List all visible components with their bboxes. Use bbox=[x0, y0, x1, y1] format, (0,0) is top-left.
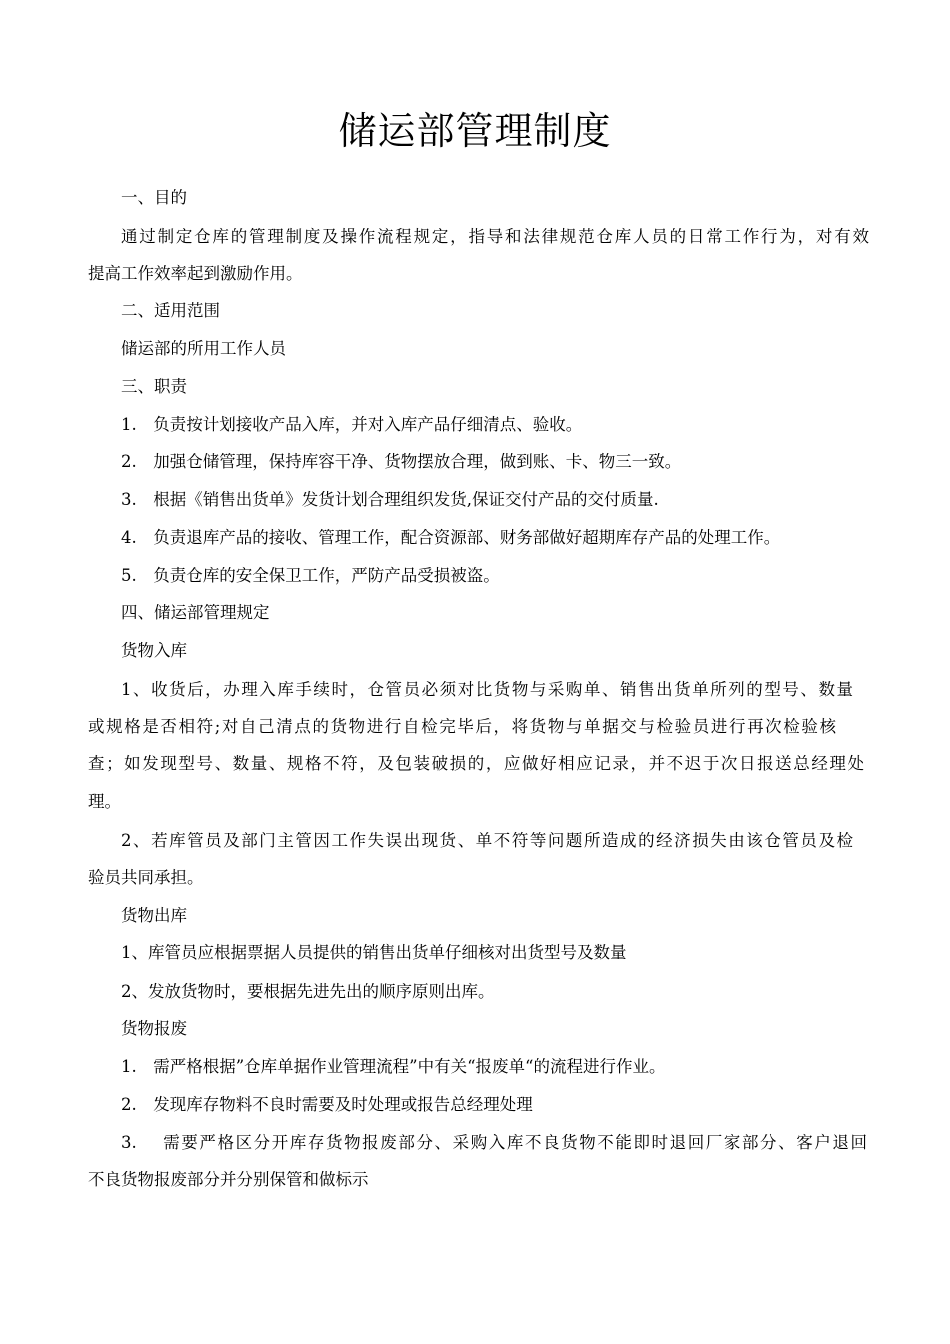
section-heading-duties: 三、职责 bbox=[121, 377, 187, 396]
list-item: 1. 需严格根据”仓库单据作业管理流程”中有关“报废单“的流程进行作业。 bbox=[121, 1057, 666, 1076]
paragraph-line: 2、若库管员及部门主管因工作失误出现货、单不符等问题所造成的经济损失由该仓管员及检 bbox=[121, 831, 853, 850]
list-item: 3. 根据《销售出货单》发货计划合理组织发货,保证交付产品的交付质量. bbox=[121, 490, 659, 509]
section-heading-rules: 四、储运部管理规定 bbox=[121, 603, 270, 622]
section-heading-purpose: 一、目的 bbox=[121, 188, 187, 207]
paragraph-line: 理。 bbox=[88, 792, 121, 811]
subsection-heading-inbound: 货物入库 bbox=[121, 641, 187, 660]
paragraph-line: 或规格是否相符;对自己清点的货物进行自检完毕后，将货物与单据交与检验员进行再次检验核 bbox=[88, 717, 836, 736]
list-item: 2. 加强仓储管理，保持库容干净、货物摆放合理，做到账、卡、物三一致。 bbox=[121, 452, 682, 471]
section-heading-scope: 二、适用范围 bbox=[121, 301, 220, 320]
subsection-heading-scrap: 货物报废 bbox=[121, 1019, 187, 1038]
list-item: 3. 需要严格区分开库存货物报废部分、采购入库不良货物不能即时退回厂家部分、客户退回 bbox=[121, 1133, 867, 1152]
list-item: 4. 负责退库产品的接收、管理工作，配合资源部、财务部做好超期库存产品的处理工作。 bbox=[121, 528, 781, 547]
list-item: 1. 负责按计划接收产品入库，并对入库产品仔细清点、验收。 bbox=[121, 415, 583, 434]
list-item: 2. 发现库存物料不良时需要及时处理或报告总经理处理 bbox=[121, 1095, 533, 1114]
paragraph-line: 验员共同承担。 bbox=[88, 868, 204, 887]
paragraph-line: 查；如发现型号、数量、规格不符，及包装破损的，应做好相应记录，并不迟于次日报送总经理处 bbox=[88, 754, 864, 773]
list-item: 5. 负责仓库的安全保卫工作，严防产品受损被盗。 bbox=[121, 566, 500, 585]
paragraph-line: 提高工作效率起到激励作用。 bbox=[88, 264, 303, 283]
paragraph-line: 不良货物报废部分并分别保管和做标示 bbox=[88, 1170, 369, 1189]
paragraph-line: 通过制定仓库的管理制度及操作流程规定，指导和法律规范仓库人员的日常工作行为，对有效 bbox=[121, 227, 869, 246]
paragraph-line: 1、收货后，办理入库手续时，仓管员必须对比货物与采购单、销售出货单所列的型号、数量 bbox=[121, 680, 853, 699]
document-title: 储运部管理制度 bbox=[338, 109, 612, 153]
paragraph-line: 2、发放货物时，要根据先进先出的顺序原则出库。 bbox=[121, 982, 495, 1001]
subsection-heading-outbound: 货物出库 bbox=[121, 906, 187, 925]
paragraph-line: 储运部的所用工作人员 bbox=[121, 339, 286, 358]
paragraph-line: 1、库管员应根据票据人员提供的销售出货单仔细核对出货型号及数量 bbox=[121, 943, 627, 962]
